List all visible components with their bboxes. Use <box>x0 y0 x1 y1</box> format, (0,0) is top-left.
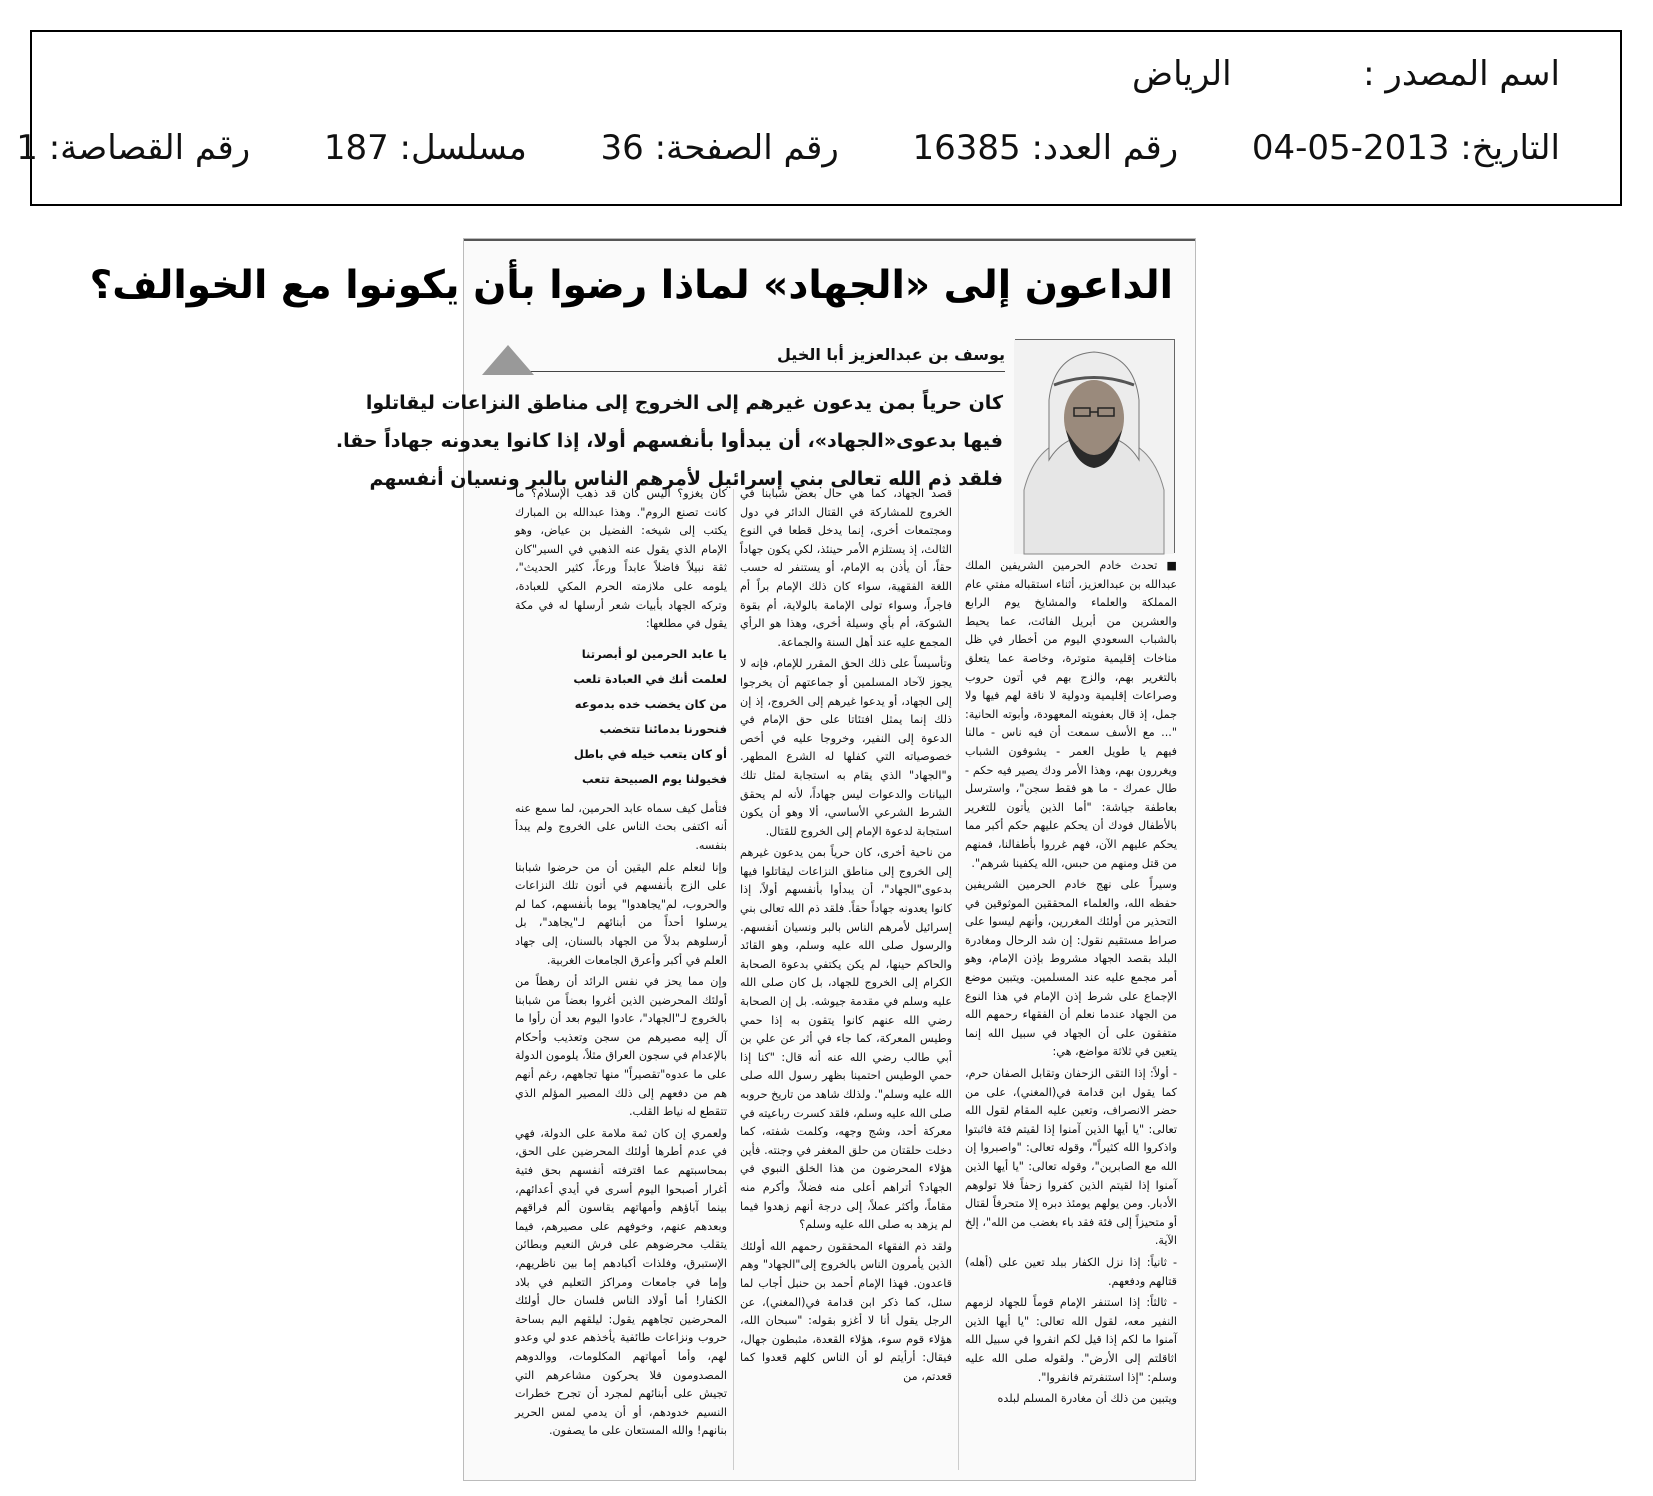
paragraph: - ثانياً: إذا نزل الكفار ببلد تعين على (أهله) قتالهم ودفعهم. <box>965 1255 1177 1288</box>
paragraph: فتأمل كيف سماه عابد الحرمين، لما سمع عنه أنه اكتفى بحث الناس على الخروج ولم يبدأ بنفسه. <box>515 801 727 852</box>
page-label: رقم الصفحة: 36 <box>600 128 839 168</box>
poem <box>515 642 727 792</box>
headline: الداعون إلى «الجهاد» لماذا رضوا بأن يكونوا مع الخوالف؟ <box>89 263 1173 308</box>
source-value: الرياض <box>1132 54 1232 94</box>
column-3 <box>515 485 727 1444</box>
paragraph: ولعمري إن كان ثمة ملامة على الدولة، فهي في عدم أطرها أولئك المحرضين على الحق، بمحاسبتهم عما اقترفته أنفسهم بحق فتية أغرار أصبحوا اليوم أسرى في أيدي أعدائهم، بينما آباؤهم وأمهاتهم يقاسون ألم فراقهم وبعدهم عنهم، وخوفهم على مصيرهم، فيما يتقلب محرضوهم على فرش النعيم وبطائن الإستبرق، وفلذات أكبادهم إما بين ناظريهم، وإما في جامعات ومراكز التعليم في بلاد الكفار! أما أولاد الناس فلسان حال أولئك المحرضين تجاههم يقول: ليلقهم اليم بساحة حروب ونزاعات طائفية يأخذهم عدو لي وعدو لهم، وأما أمهاتهم المكلومات، ووالدوهم المصدومون فلا يحركون مشاعرهم التي تجيش على أبنائهم لمجرد أن تجرح خطرات النسيم خدودهم، أو أن يدمي لمس الحرير بنانهم! والله المستعان على ما يصفون. <box>515 1126 727 1438</box>
poem-line: أو كان يتعب خيله في باطل <box>573 746 727 761</box>
paragraph: قصد الجهاد، كما هي حال بعض شبابنا في الخروج للمشاركة في القتال الدائر في دول ومجتمعات أخرى، إنما يدخل قطعا في النوع الثالث، إذ يستلزم الأمر حينئذ، لكي يكون جهاداً حقاً، أن يأذن به الإمام، أو يستنفر له حسب اللغة الفقهية، سواء كان ذلك الإمام براً أم فاجراً، وسواء تولى الإمامة بالولاية، أم بقوة الشوكة، أم بأي وسيلة أخرى، وهذا هو الرأي المجمع عليه عند أهل السنة والجماعة. <box>740 487 952 649</box>
decorative-triangle-icon <box>482 345 534 375</box>
lede-line: فيها بدعوى«الجهاد»، أن يبدأوا بأنفسهم أولا، إذا كانوا يعدونه جهاداً حقا. <box>335 430 1003 452</box>
date-label: التاريخ: 2013-05-04 <box>1251 128 1560 168</box>
lede-line: كان حرياً بمن يدعون غيرهم إلى الخروج إلى مناطق النزاعات ليقاتلوا <box>365 392 1003 414</box>
paragraph: كان يغزو؟ أليس كان قد ذهب الإسلام؟ ما كانت تصنع الروم". وهذا عبدالله بن المبارك يكتب إلى شيخه: الفضيل بن عياض، وهو الإمام الذي يقول عنه الذهبي في السير"كان ثقة نبيلاً فاضلاً عابداً ورعاً، كثير الحديث"، يلومه على ملازمته الحرم المكي للعبادة، وتركه الجهاد بأبيات شعر أرسلها له في مكة يقول في مطلعها: <box>515 487 727 631</box>
author-photo <box>1015 339 1175 553</box>
paragraph: - ثالثاً: إذا استنفر الإمام قوماً للجهاد لزمهم النفير معه، لقول الله تعالى: "يا أيها الذين آمنوا ما لكم إذا قيل لكم انفروا في سبيل الله اثاقلتم إلى الأرض". ولقوله صلى الله عليه وسلم: "إذا استنفرتم فانفروا". <box>965 1296 1177 1384</box>
paragraph: ■ تحدث خادم الحرمين الشريفين الملك عبدالله بن عبدالعزيز، أثناء استقباله مفتي عام المملكة والعلماء والمشايخ يوم الرابع والعشرين من أبريل الفائت، عما يحيط بالشباب السعودي اليوم من أخطار في ظل مناخات إقليمية متوترة، وخاصة عما يتعلق بالتغرير بهم، والزج بهم في أتون حروب وصراعات إقليمية ودولية لا ناقة لهم فيها ولا جمل، إذ قال بعفويته المعهودة، وأبوته الحانية: "... مع الأسف سمعت أن فيه ناس - مالنا فيهم يا طويل العمر - يشوفون الشباب ويغررون بهم، وهذا الأمر ودك يصير فيه حكم - طال عمرك - ما هو فقط سجن"، واسترسل بعاطفة جياشة: "أما الذين يأتون للتغرير بالأطفال فودك أن يحكم عليهم حكم أكبر مما يحكم عليهم الآن، فهم غرروا بأطفالنا، فمنهم من قتل ومنهم من حبس، الله يكفينا شرهم". <box>965 559 1177 870</box>
paragraph: وإنا لنعلم علم اليقين أن من حرضوا شبابنا على الزج بأنفسهم في أتون تلك النزاعات والحروب، لم"يجاهدوا" يوما بأنفسهم، كما لم يرسلوا أحداً من أبنائهم لـ"يجاهد"، بل أرسلوهم بدلاً من الجهاد بالسنان، إلى جهاد العلم في أكبر وأعرق الجامعات الغربية. <box>515 860 727 967</box>
column-rule <box>733 489 734 1470</box>
poem-line: لعلمت أنك في العبادة تلعب <box>573 671 727 686</box>
paragraph: ويتبين من ذلك أن مغادرة المسلم لبلده <box>997 1392 1177 1406</box>
source-label: اسم المصدر : <box>1363 54 1560 94</box>
top-rule <box>464 239 1195 247</box>
lede <box>335 384 1003 498</box>
column-rule <box>958 489 959 1470</box>
serial-label: مسلسل: 187 <box>323 128 527 168</box>
paragraph: من ناحية أخرى، كان حرياً بمن يدعون غيرهم إلى الخروج إلى مناطق النزاعات ليقاتلوا فيها بدعوى"الجهاد"، أن يبدأوا بأنفسهم أولاً، إذا كانوا يعدونه جهاداً حقاً. فلقد ذم الله تعالى بني إسرائيل لأمرهم الناس بالبر ونسيان أنفسهم. والرسول صلى الله عليه وسلم، وهو القائد والحاكم حينها، لم يكن يكتفي بدعوة الصحابة الكرام إلى الخروج للجهاد، بل كان صلى الله عليه وسلم في مقدمة جيوشه. بل إن الصحابة رضي الله عنهم كانوا يتقون به إذا حمي وطيس المعركة، كما جاء في أثر عن علي بن أبي طالب رضي الله عنه أنه قال: "كنا إذا حمي الوطيس احتمينا بظهر رسول الله صلى الله عليه وسلم". ولذلك شاهد من تاريخ حروبه صلى الله عليه وسلم، فلقد كسرت رباعيته في معركة أحد، وشج وجهه، وكلمت شفته، كما دخلت حلقتان من حلق المغفر في وجنته. فأين هؤلاء المحرضون من هذا الخلق النبوي في الجهاد؟ أتراهم أعلى منه فضلاً، وأكرم منه مقاماً، وأكثر عملاً، إلى درجة أنهم زهدوا فيما لم يزهد به صلى الله عليه وسلم؟ <box>740 846 952 1232</box>
poem-line: فنحورنا بدمائنا تتخضب <box>599 721 727 736</box>
paragraph: وسيراً على نهج خادم الحرمين الشريفين حفظه الله، والعلماء المحققين الموثوقين في التحذير من أولئك المغررين، وأنهم ليسوا على صراط مستقيم نقول: إن شد الرحال ومغادرة البلد بقصد الجهاد مشروط بإذن الإمام، وهو أمر مجمع عليه عند المسلمين. ويتبين موضع الإجماع على شرط إذن الإمام في هذا النوع من الجهاد عندما نعلم أن الفقهاء رحمهم الله متفقون على أن الجهاد في سبيل الله إنما يتعين في ثلاثة مواضع، هي: <box>965 878 1177 1059</box>
author-name: يوسف بن عبدالعزيز أبا الخيل <box>777 345 1005 364</box>
poem-line: يا عابد الحرمين لو أبصرتنا <box>581 646 727 661</box>
author-rule <box>524 371 1005 372</box>
column-2 <box>740 485 952 1390</box>
paragraph: وإن مما يحز في نفس الرائد أن رهطاً من أولئك المحرضين الذين أغروا بعضاً من شبابنا بالخروج لـ"الجهاد"، عادوا اليوم بعد أن رأوا ما آل إليه مصيرهم من سجن وتعذيب وأحكام بالإعدام في سجون العراق مثلاً، يلومون الدولة على ما عدوه"تقصيراً" منها تجاههم، رغم أنهم هم من دفعهم إلى ذلك المصير المؤلم الذي تتقطع له نياط القلب. <box>515 975 727 1119</box>
paragraph: ولقد ذم الفقهاء المحققون رحمهم الله أولئك الذين يأمرون الناس بالخروج إلى"الجهاد" وهم قاعدون. فهذا الإمام أحمد بن حنبل أجاب لما سئل، كما ذكر ابن قدامة في(المغني)، عن الرجل يقول أنا لا أغزو بقوله: "سبحان الله، هؤلاء قوم سوء، هؤلاء القعدة، مثبطون جهال، فيقال: أرأيتم لو أن الناس كلهم قعدوا كما قعدتم، من <box>740 1239 952 1383</box>
column-1 <box>965 557 1177 1412</box>
poem-line: فخيولنا يوم الصبيحة تتعب <box>582 771 727 786</box>
source-row <box>1132 54 1560 94</box>
issue-label: رقم العدد: 16385 <box>912 128 1179 168</box>
poem-line: من كان يخضب خده بدموعه <box>574 696 727 711</box>
paragraph: - أولاً: إذا التقى الزحفان وتقابل الصفان حرم، كما يقول ابن قدامة في(المغني)، على من حضر الانصراف، وتعين عليه المقام لقول الله تعالى: "يا أيها الذين آمنوا إذا لقيتم فئة فاثبتوا واذكروا الله كثيراً"، وقوله تعالى: "واصبروا إن الله مع الصابرين"، وقوله تعالى: "يا أيها الذين آمنوا إذا لقيتم الذين كفروا زحفاً فلا تولوهم الأدبار. ومن يولهم يومئذ دبره إلا متحرفاً لقتال أو متحيزاً إلى فئة فقد باء بغضب من الله"، إلخ الآية. <box>965 1067 1177 1248</box>
lede-line: فلقد ذم الله تعالى بني إسرائيل لأمرهم الناس بالبر ونسيان أنفسهم <box>369 468 1003 490</box>
clip-label: رقم القصاصة: 1 <box>16 128 251 168</box>
source-info-box <box>16 30 1622 206</box>
newspaper-clipping <box>89 238 1196 1481</box>
meta-row <box>16 128 1560 168</box>
paragraph: وتأسيساً على ذلك الحق المقرر للإمام، فإنه لا يجوز لآحاد المسلمين أو جماعتهم أن يخرجوا إلى الجهاد، أو يدعوا غيرهم إلى الخروج، إذ إن ذلك إنما يمثل افتئاتا على حق الإمام في الدعوة إلى النفير، وخروجا عليه في أخص خصوصياته التي كفلها له الشرع المطهر. و"الجهاد" الذي يقام به استجابة لمثل تلك البيانات والدعوات ليس جهاداً، لأنه لم يحقق الشرط الشرعي الأساسي، ألا وهو أن يكون استجابة لدعوة الإمام إلى الخروج للقتال. <box>740 657 952 838</box>
